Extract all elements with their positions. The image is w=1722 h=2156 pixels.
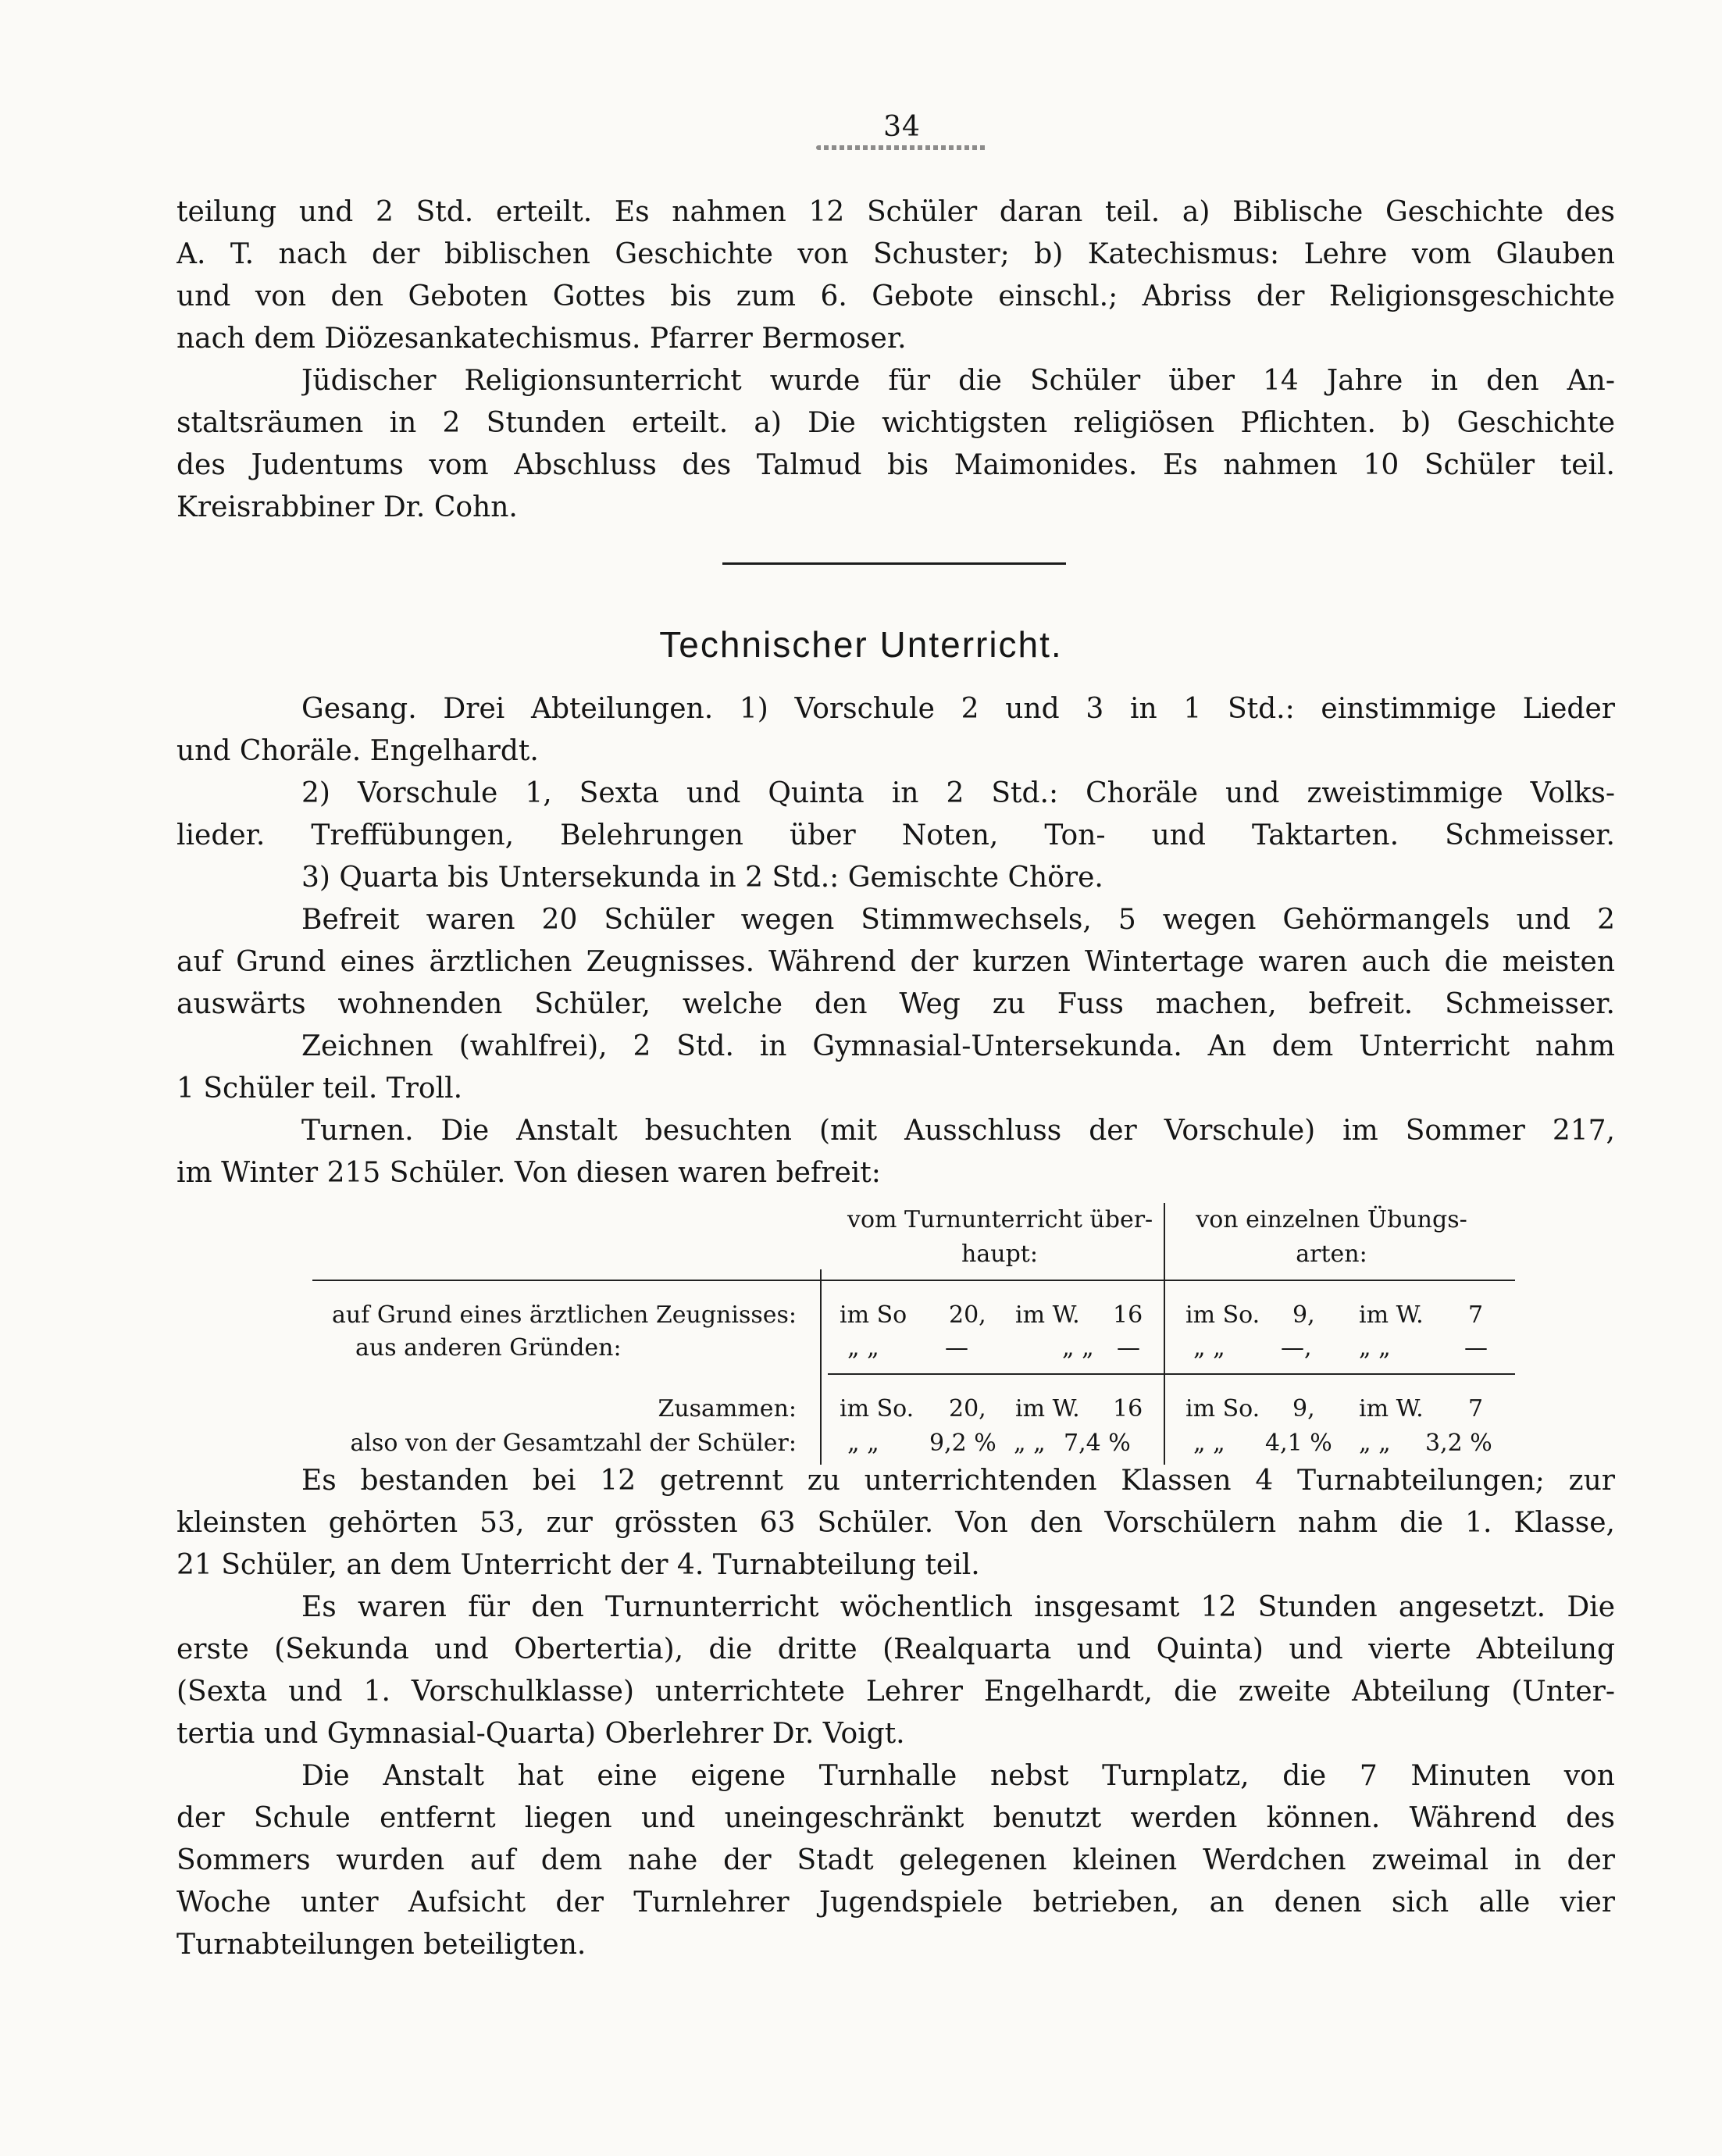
table-cell: im So. bbox=[1185, 1301, 1260, 1329]
text-line: A. T. nach der biblischen Geschichte von Schuster; b) Katechismus: Lehre vom Glauben bbox=[176, 238, 1615, 270]
text-line: lieder. Treffübungen, Belehrungen über Noten, Ton- und Taktarten. Schmeisser. bbox=[176, 819, 1615, 851]
section-divider bbox=[722, 562, 1066, 565]
text-line: Gesang. Drei Abteilungen. 1) Vorschule 2 und 3 in 1 Std.: einstimmige Lieder bbox=[301, 693, 1615, 725]
table-cell: im So. bbox=[1185, 1395, 1260, 1422]
table-cell: —, bbox=[1281, 1334, 1312, 1362]
table-header-line: vom Turnunterricht über- bbox=[847, 1206, 1153, 1233]
table-cell: „ „ bbox=[1359, 1430, 1391, 1457]
table-cell: — bbox=[945, 1334, 968, 1362]
text-line: (Sexta und 1. Vorschulklasse) unterrichtete Lehrer Engelhardt, die zweite Abteilung (Unter- bbox=[176, 1676, 1615, 1708]
text-line: 2) Vorschule 1, Sexta und Quinta in 2 Std.: Choräle und zweistimmige Volks- bbox=[301, 777, 1615, 809]
text-line: 21 Schüler, an dem Unterricht der 4. Turnabteilung teil. bbox=[176, 1549, 980, 1581]
table-cell: 7 bbox=[1468, 1395, 1484, 1422]
page-number-ornament bbox=[816, 145, 988, 150]
text-line: 3) Quarta bis Untersekunda in 2 Std.: Gemischte Chöre. bbox=[301, 862, 1103, 894]
table-header-overall bbox=[847, 1203, 1152, 1272]
text-line: teilung und 2 Std. erteilt. Es nahmen 12 Schüler daran teil. a) Biblische Geschichte des bbox=[176, 196, 1615, 228]
table-cell: „ „ bbox=[1193, 1430, 1225, 1457]
text-line: Woche unter Aufsicht der Turnlehrer Jugendspiele betrieben, an denen sich alle vier bbox=[176, 1886, 1615, 1919]
table-row-label: Zusammen: bbox=[658, 1395, 797, 1422]
table-cell: im W. bbox=[1015, 1301, 1080, 1329]
table-cell: — bbox=[1117, 1334, 1140, 1362]
table-cell: 9, bbox=[1292, 1395, 1315, 1422]
text-line: der Schule entfernt liegen und uneingeschränkt benutzt werden können. Während des bbox=[176, 1802, 1615, 1834]
text-line: Zeichnen (wahlfrei), 2 Std. in Gymnasial-Untersekunda. An dem Unterricht nahm bbox=[301, 1030, 1615, 1062]
table-cell: „ „ bbox=[1062, 1334, 1094, 1362]
page-number: 34 bbox=[883, 111, 921, 143]
table-cell: im So. bbox=[840, 1395, 914, 1422]
table-header-line: von einzelnen Übungs- bbox=[1196, 1206, 1467, 1233]
table-cell: im W. bbox=[1359, 1301, 1424, 1329]
text-line: Turnen. Die Anstalt besuchten (mit Ausschluss der Vorschule) im Sommer 217, bbox=[301, 1115, 1615, 1147]
text-line: im Winter 215 Schüler. Von diesen waren befreit: bbox=[176, 1157, 881, 1189]
section-title: Technischer Unterricht. bbox=[659, 624, 1063, 665]
text-line: tertia und Gymnasial-Quarta) Oberlehrer Dr. Voigt. bbox=[176, 1718, 905, 1750]
table-cell: 4,1 % bbox=[1265, 1430, 1332, 1457]
table-cell: im So bbox=[840, 1301, 907, 1329]
text-line: und Choräle. Engelhardt. bbox=[176, 735, 539, 767]
table-cell: „ „ bbox=[1359, 1334, 1391, 1362]
table-header-line: arten: bbox=[1296, 1240, 1367, 1268]
table-rule-vertical-left bbox=[820, 1269, 822, 1465]
table-cell: — bbox=[1464, 1334, 1488, 1362]
table-cell: im W. bbox=[1359, 1395, 1424, 1422]
table-cell: 7 bbox=[1468, 1301, 1484, 1329]
text-line: erste (Sekunda und Obertertia), die dritte (Realquarta und Quinta) und vierte Abteilung bbox=[176, 1633, 1615, 1665]
text-line: Jüdischer Religionsunterricht wurde für die Schüler über 14 Jahre in den An- bbox=[301, 365, 1615, 397]
text-line: Sommers wurden auf dem nahe der Stadt gelegenen kleinen Werdchen zweimal in der bbox=[176, 1844, 1615, 1876]
text-line: Befreit waren 20 Schüler wegen Stimmwechsels, 5 wegen Gehörmangels und 2 bbox=[301, 904, 1615, 936]
table-cell: 16 bbox=[1113, 1395, 1143, 1422]
table-rule-vertical-mid bbox=[1164, 1203, 1165, 1465]
table-rule-top bbox=[312, 1280, 1515, 1281]
table-cell: „ „ bbox=[847, 1334, 879, 1362]
table-cell: 3,2 % bbox=[1425, 1430, 1492, 1457]
text-line: auf Grund eines ärztlichen Zeugnisses. Während der kurzen Wintertage waren auch die meisten bbox=[176, 946, 1615, 978]
table-cell: 16 bbox=[1113, 1301, 1143, 1329]
table-row-label: aus anderen Gründen: bbox=[355, 1334, 622, 1362]
table-row-label: also von der Gesamtzahl der Schüler: bbox=[350, 1430, 797, 1457]
text-line: 1 Schüler teil. Troll. bbox=[176, 1073, 463, 1105]
table-cell: im W. bbox=[1015, 1395, 1080, 1422]
table-cell: „ „ bbox=[1193, 1334, 1225, 1362]
text-line: Kreisrabbiner Dr. Cohn. bbox=[176, 491, 518, 523]
table-header-exercises bbox=[1175, 1203, 1488, 1272]
table-rule-sum bbox=[828, 1373, 1515, 1375]
text-line: Turnabteilungen beteiligten. bbox=[176, 1929, 586, 1961]
text-line: des Judentums vom Abschluss des Talmud bis Maimonides. Es nahmen 10 Schüler teil. bbox=[176, 449, 1615, 481]
text-line: Es bestanden bei 12 getrennt zu unterrichtenden Klassen 4 Turnabteilungen; zur bbox=[301, 1465, 1615, 1497]
text-line: nach dem Diözesankatechismus. Pfarrer Bermoser. bbox=[176, 323, 907, 355]
text-line: staltsräumen in 2 Stunden erteilt. a) Die wichtigsten religiösen Pflichten. b) Geschichte bbox=[176, 407, 1615, 439]
text-line: Die Anstalt hat eine eigene Turnhalle nebst Turnplatz, die 7 Minuten von bbox=[301, 1760, 1615, 1792]
table-cell: 9,2 % bbox=[929, 1430, 996, 1457]
table-cell: 20, bbox=[949, 1395, 986, 1422]
table-cell: 20, bbox=[949, 1301, 986, 1329]
text-line: auswärts wohnenden Schüler, welche den Weg zu Fuss machen, befreit. Schmeisser. bbox=[176, 988, 1615, 1020]
text-line: und von den Geboten Gottes bis zum 6. Gebote einschl.; Abriss der Religionsgeschichte bbox=[176, 280, 1615, 312]
table-cell: „ „ bbox=[1014, 1430, 1046, 1457]
table-cell: 9, bbox=[1292, 1301, 1315, 1329]
text-line: Es waren für den Turnunterricht wöchentlich insgesamt 12 Stunden angesetzt. Die bbox=[301, 1591, 1615, 1623]
table-cell: „ „ bbox=[847, 1430, 879, 1457]
table-header-line: haupt: bbox=[961, 1240, 1038, 1268]
text-line: kleinsten gehörten 53, zur grössten 63 Schüler. Von den Vorschülern nahm die 1. Klasse, bbox=[176, 1507, 1615, 1539]
table-row-label: auf Grund eines ärztlichen Zeugnisses: bbox=[332, 1301, 797, 1329]
table-cell: 7,4 % bbox=[1064, 1430, 1131, 1457]
